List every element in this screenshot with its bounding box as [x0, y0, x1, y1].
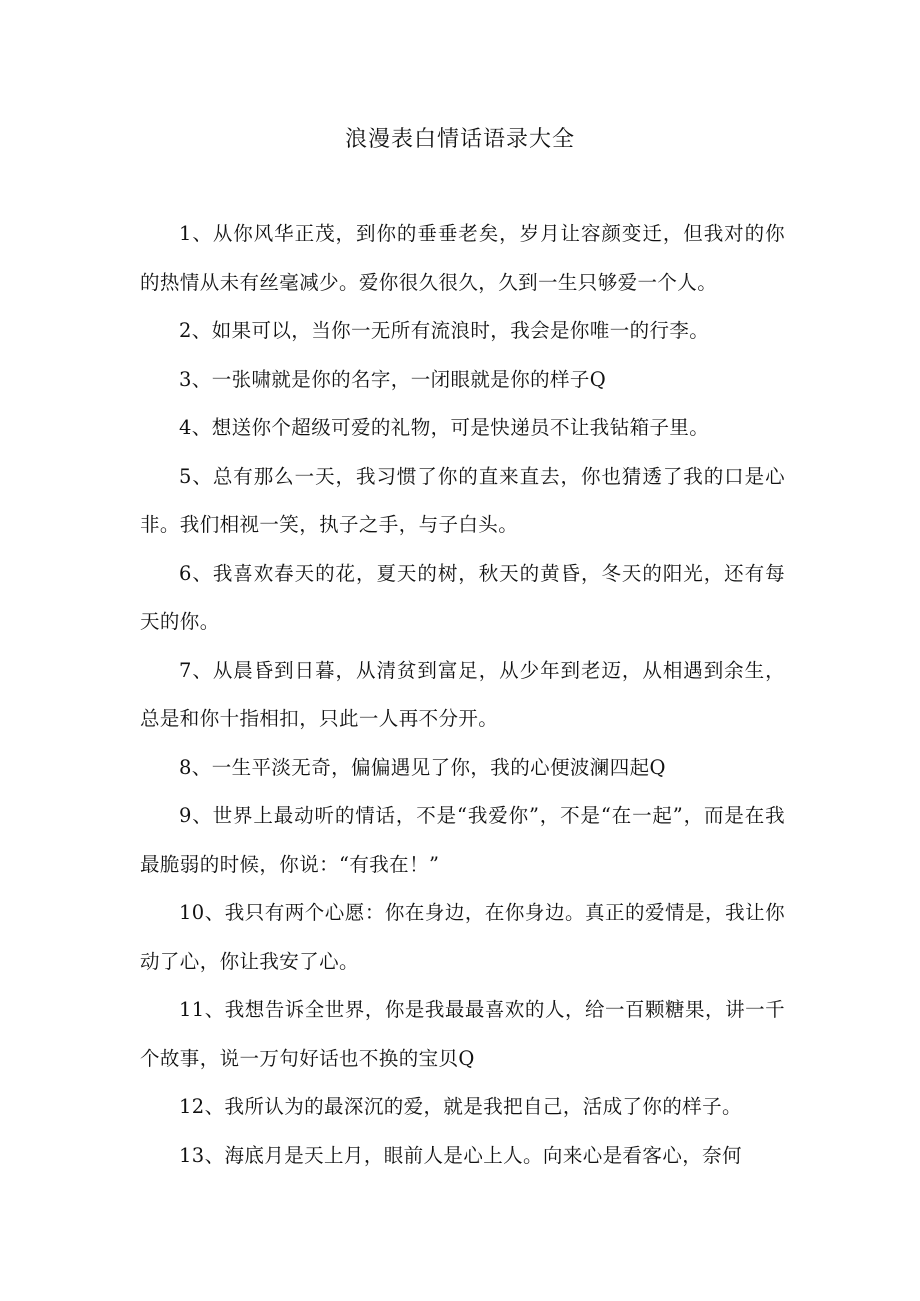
paragraph-6: 6、我喜欢春天的花，夏天的树，秋天的黄昏，冬天的阳光，还有每天的你。: [140, 561, 785, 633]
paragraph-2: 2、如果可以，当你一无所有流浪时，我会是你唯一的行李。: [179, 319, 710, 342]
document-body: [140, 210, 785, 1180]
document-title: 浪漫表白情话语录大全: [344, 127, 575, 152]
paragraph-3: 3、一张啸就是你的名字，一闭眼就是你的样子Q: [179, 367, 607, 391]
paragraph-8: 8、一生平淡无奇，偏偏遇见了你，我的心便波澜四起Q: [179, 755, 666, 779]
paragraph-4: 4、想送你个超级可爱的礼物，可是快递员不让我钻箱子里。: [179, 416, 710, 439]
paragraph-7: 7、从晨昏到日暮，从清贫到富足，从少年到老迈，从相遇到余生，总是和你十指相扣，只此一人再不分开。: [140, 658, 785, 730]
paragraph-1: 1、从你风华正茂，到你的垂垂老矣，岁月让容颜变迁，但我对的你的热情从未有丝毫减少。爱你很久很久，久到一生只够爱一个人。: [140, 222, 785, 294]
paragraph-9: 9、世界上最动听的情话，不是“我爱你”，不是“在一起”，而是在我最脆弱的时候，你说：“有我在！”: [140, 804, 785, 876]
paragraph-13: 13、海底月是天上月，眼前人是心上人。向来心是看客心，奈何: [179, 1143, 742, 1167]
paragraph-12: 12、我所认为的最深沉的爱，就是我把自己，活成了你的样子。: [179, 1095, 742, 1118]
paragraph-5: 5、总有那么一天，我习惯了你的直来直去，你也猜透了我的口是心非。我们相视一笑，执子之手，与子白头。: [140, 464, 785, 536]
paragraph-10: 10、我只有两个心愿：你在身边，在你身边。真正的爱情是，我让你动了心，你让我安了心。: [140, 901, 785, 973]
paragraph-11: 11、我想告诉全世界，你是我最最喜欢的人，给一百颗糖果，讲一千个故事，说一万句好话也不换的宝贝Q: [140, 998, 785, 1070]
